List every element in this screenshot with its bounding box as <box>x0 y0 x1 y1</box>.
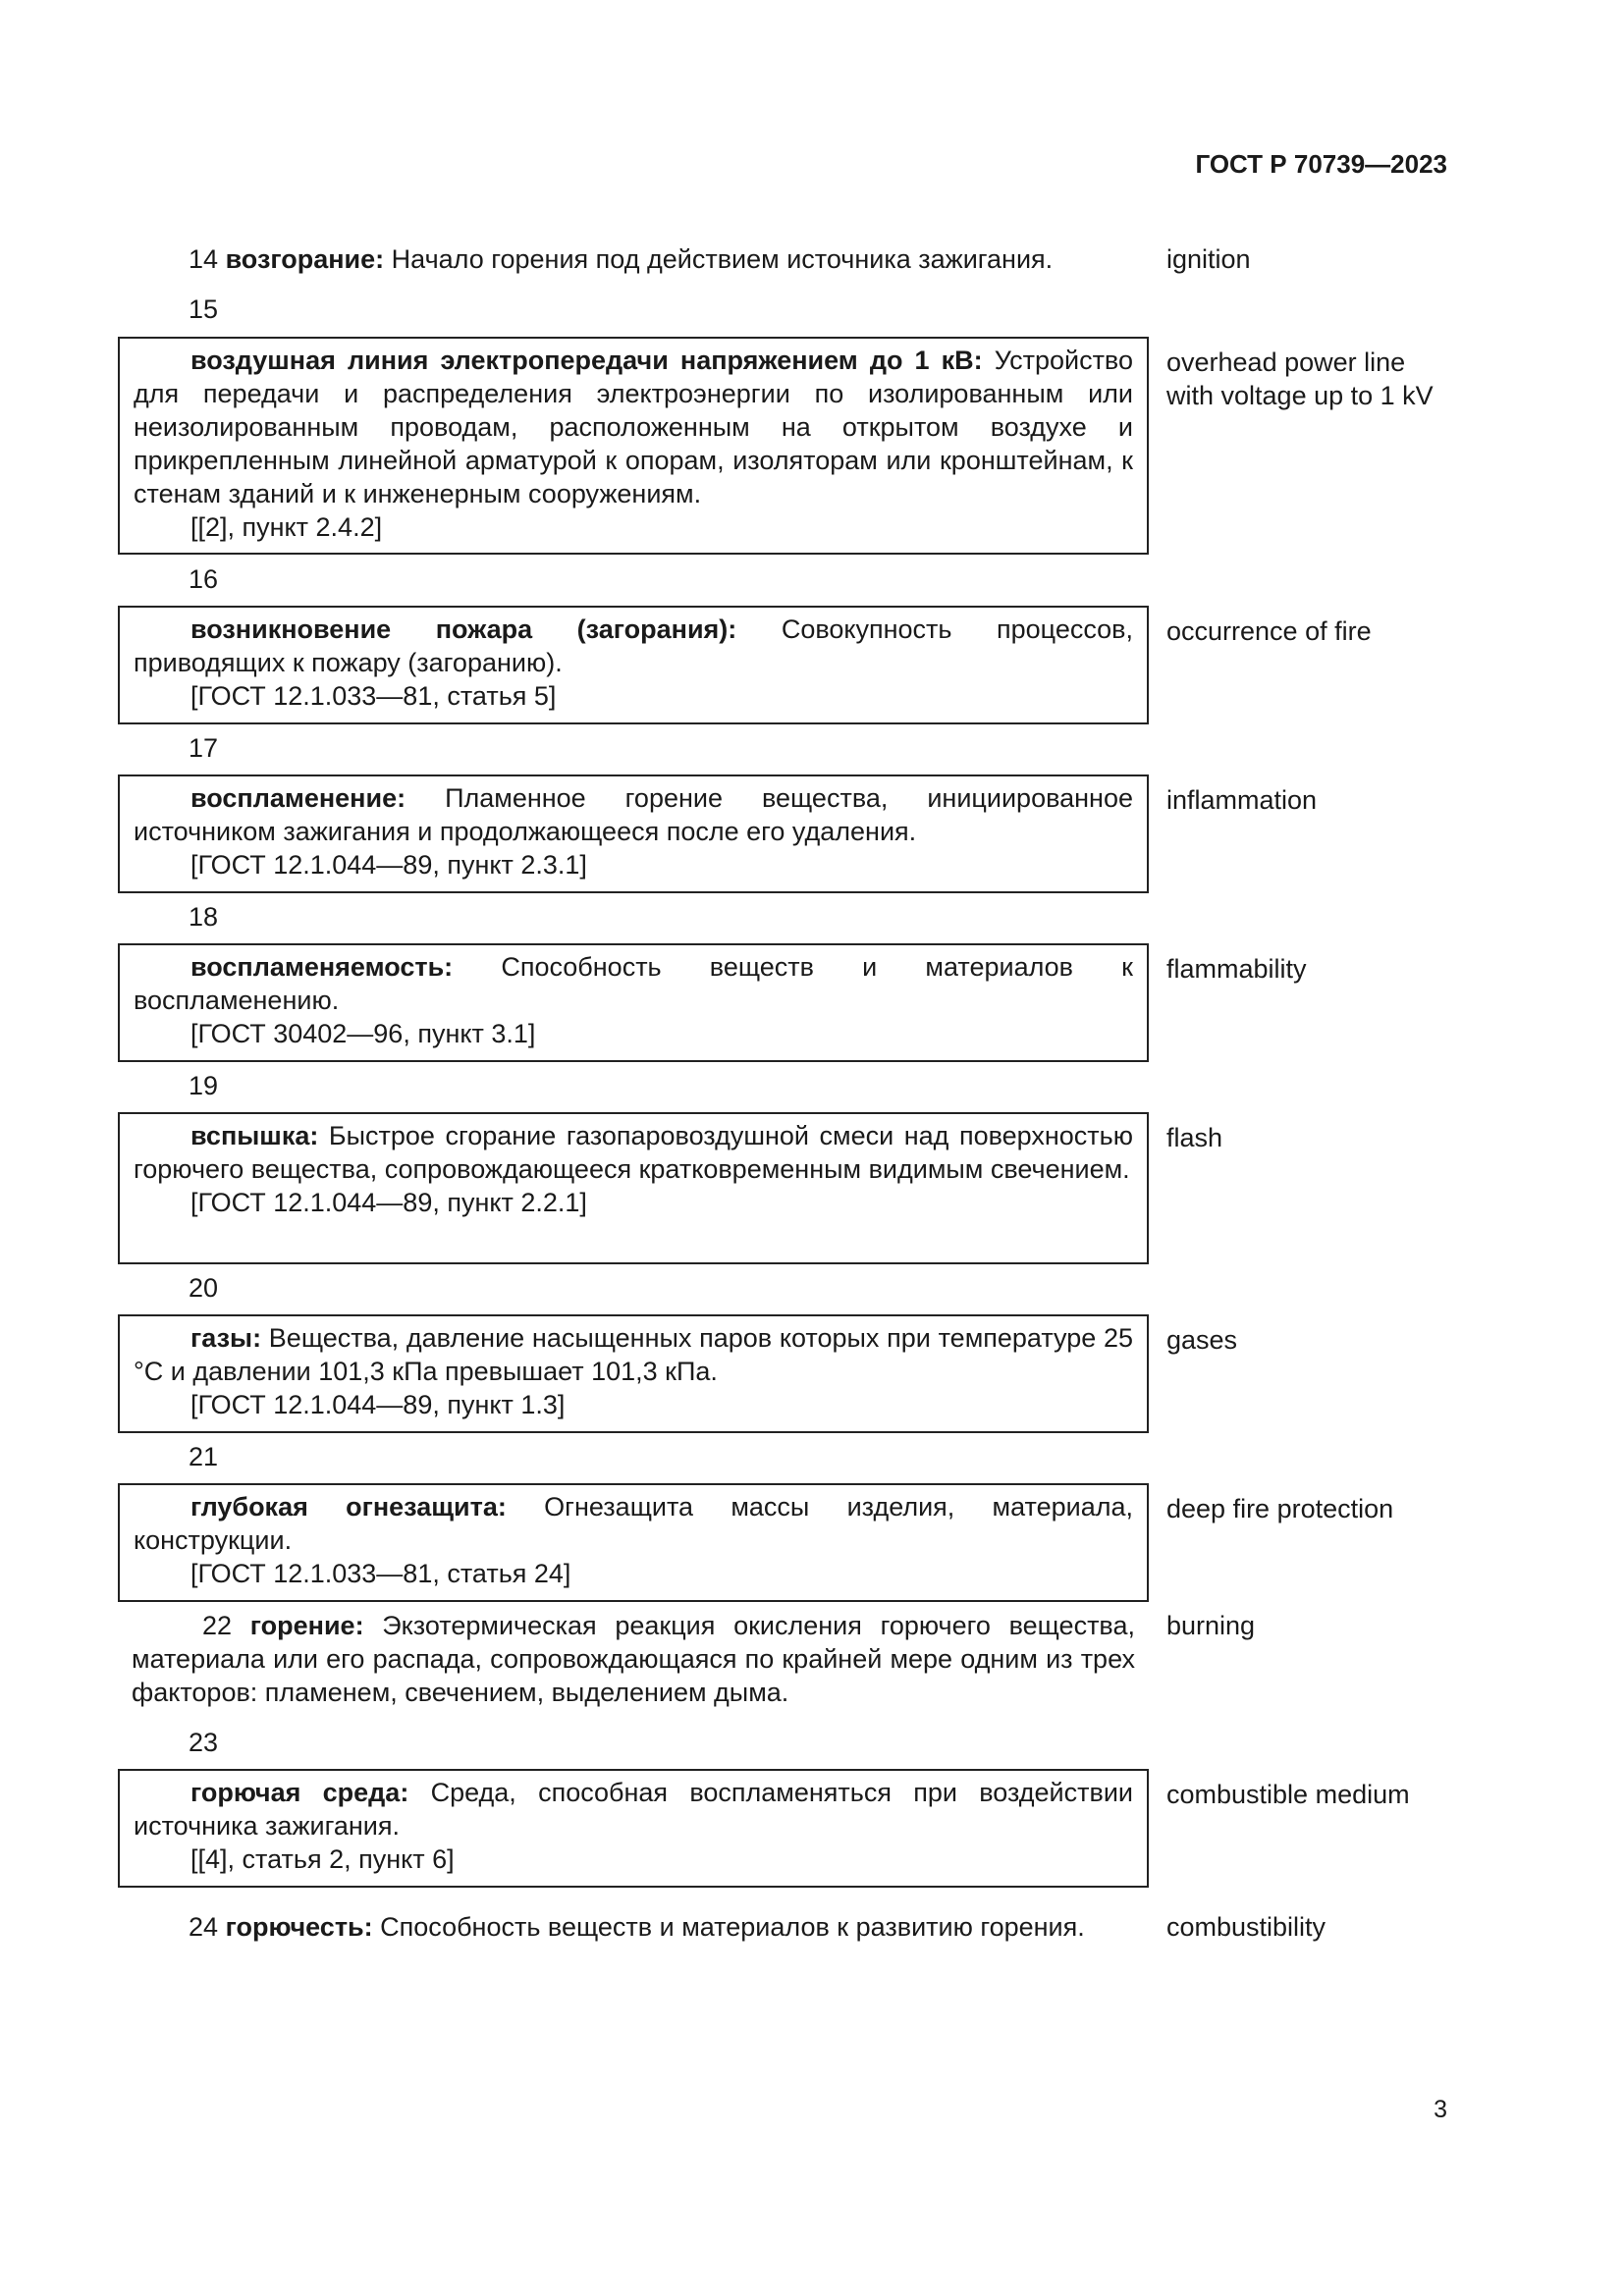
term-source: [ГОСТ 12.1.044—89, пункт 2.2.1] <box>190 1188 587 1217</box>
term-number: 17 <box>189 733 219 763</box>
term-definition: Быстрое сгорание газопаровоздушной смеси над поверхностью горючего вещества, сопровождающееся кратковременным видимым свечением. <box>134 1121 1133 1184</box>
term-source: [[4], статья 2, пункт 6] <box>190 1844 455 1874</box>
term-number: 19 <box>189 1071 219 1100</box>
term-name: газы: <box>190 1323 262 1353</box>
term-box-17 <box>118 774 1149 893</box>
term-definition: Способность веществ и материалов к развитию горения. <box>372 1912 1085 1942</box>
term-box-15 <box>118 337 1149 555</box>
term-name: глубокая огнезащита: <box>190 1492 507 1522</box>
term-box-18 <box>118 943 1149 1062</box>
term-definition: Экзотермическая реакция окисления горючего вещества, материала или его распада, сопровождающаяся по крайней мере одним из трех факторов: пламенем, свечением, выделением дыма. <box>132 1611 1135 1707</box>
english-equivalent: combustible medium <box>1166 1780 1410 1809</box>
english-equivalent: inflammation <box>1166 785 1318 815</box>
term-box-20 <box>118 1314 1149 1433</box>
term-box-16 <box>118 606 1149 724</box>
english-equivalent: deep fire protection <box>1166 1494 1394 1523</box>
term-box-19 <box>118 1112 1149 1264</box>
english-equivalent: burning <box>1166 1611 1256 1640</box>
term-name: возникновение пожара (загорания): <box>190 614 737 644</box>
term-number: 15 <box>189 294 219 324</box>
term-number: 21 <box>189 1442 219 1471</box>
term-definition: Начало горения под действием источника зажигания. <box>384 244 1054 274</box>
term-definition: Совокупность процессов, приводящих к пожару (загоранию). <box>134 614 1133 677</box>
term-number: 20 <box>189 1273 219 1303</box>
english-equivalent: flash <box>1166 1123 1223 1152</box>
term-entry-24 <box>118 1910 1149 1944</box>
term-source: [ГОСТ 12.1.033—81, статья 24] <box>190 1559 571 1588</box>
term-definition: Устройство для передачи и распределения электроэнергии по изолированным или неизолированным проводам, расположенным на открытом воздухе и прикрепленным линейной арматурой к опорам, изоляторам или кронштейнам, к стенам зданий и к инженерным сооружениям. <box>134 346 1133 508</box>
english-equivalent: combustibility <box>1166 1912 1326 1942</box>
term-source: [[2], пункт 2.4.2] <box>190 512 383 542</box>
term-definition: Среда, способная воспламеняться при воздействии источника зажигания. <box>134 1778 1133 1841</box>
page-number: 3 <box>1434 2096 1447 2123</box>
term-name: возгорание: <box>225 244 385 274</box>
term-number: 14 <box>189 244 219 274</box>
term-number: 22 <box>202 1611 233 1640</box>
english-equivalent: flammability <box>1166 954 1307 984</box>
document-code-header: ГОСТ Р 70739—2023 <box>1195 149 1447 179</box>
term-box-23 <box>118 1769 1149 1888</box>
term-definition: Вещества, давление насыщенных паров которых при температуре 25 °С и давлении 101,3 кПа превышает 101,3 кПа. <box>134 1323 1133 1386</box>
term-name: воспламеняемость: <box>190 952 454 982</box>
english-equivalent: overhead power line with voltage up to 1 kV <box>1166 347 1434 410</box>
term-number: 16 <box>189 564 219 594</box>
term-source: [ГОСТ 30402—96, пункт 3.1] <box>190 1019 536 1048</box>
term-source: [ГОСТ 12.1.033—81, статья 5] <box>190 681 557 711</box>
term-name: горючая среда: <box>190 1778 409 1807</box>
term-name: вспышка: <box>190 1121 319 1150</box>
term-number: 18 <box>189 902 219 932</box>
term-definition: Пламенное горение вещества, инициированное источником зажигания и продолжающееся после его удаления. <box>134 783 1133 846</box>
term-number: 24 <box>189 1912 219 1942</box>
term-definition: Способность веществ и материалов к воспламенению. <box>134 952 1133 1015</box>
english-equivalent: occurrence of fire <box>1166 616 1372 646</box>
term-name: воздушная линия электропередачи напряжением до 1 кВ: <box>190 346 983 375</box>
english-equivalent: ignition <box>1166 244 1251 274</box>
term-name: горение: <box>249 1611 364 1640</box>
term-box-21 <box>118 1483 1149 1602</box>
english-equivalent: gases <box>1166 1325 1238 1355</box>
term-source: [ГОСТ 12.1.044—89, пункт 2.3.1] <box>190 850 587 880</box>
term-definition: Огнезащита массы изделия, материала, конструкции. <box>134 1492 1133 1555</box>
term-source: [ГОСТ 12.1.044—89, пункт 1.3] <box>190 1390 566 1419</box>
term-entry-14 <box>118 242 1149 276</box>
term-entry-22 <box>118 1609 1149 1709</box>
term-number: 23 <box>189 1728 219 1757</box>
term-name: горючесть: <box>225 1912 373 1942</box>
term-name: воспламенение: <box>190 783 406 813</box>
